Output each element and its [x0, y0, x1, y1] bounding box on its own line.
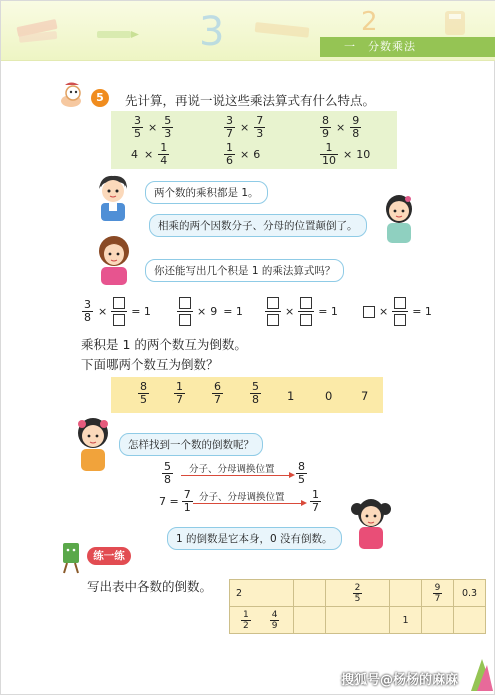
candidate-fraction: $\frac{5}{8}$ [252, 380, 259, 406]
page-number: 11 [453, 665, 465, 675]
fill-blank-equation-2: × 9 = 1 [177, 297, 247, 326]
table-cell-empty[interactable] [454, 607, 486, 634]
expression-5: $\frac{1}{6}$ × 6 [226, 141, 261, 167]
girl-character-icon [381, 191, 417, 243]
table-cell-empty[interactable] [294, 607, 326, 634]
table-cell: $\frac{9}{7}$ [422, 580, 454, 607]
expression-3: $\frac{8}{9}$ × $\frac{9}{8}$ [322, 114, 360, 140]
blank-fraction[interactable] [265, 297, 281, 326]
page-corner-icon [471, 651, 493, 691]
example-prompt: 先计算，再说一说这些乘法算式有什么特点。 [125, 93, 376, 108]
fill-blank-equation-3: × = 1 [265, 297, 342, 326]
blank-box[interactable] [363, 306, 375, 318]
expression-4: 4 × $\frac{1}{4}$ [131, 141, 168, 167]
teacher-character-icon [95, 233, 133, 285]
candidate-whole: 0 [325, 389, 333, 403]
deco-digit-three: 3 [199, 9, 225, 55]
table-row [230, 607, 486, 634]
watermark: 搜狐号@杨杨的麻麻 [341, 673, 459, 688]
expression-6: $\frac{1}{10}$ × 10 [322, 141, 371, 167]
expressions-box [111, 111, 397, 169]
reciprocal-question: 下面哪两个数互为倒数？ [81, 357, 219, 372]
calculator-icon [443, 9, 469, 37]
section-title-tab: 一 分数乘法 [320, 37, 495, 57]
candidate-whole: 1 [287, 389, 295, 403]
page-header [1, 1, 495, 61]
blank-fraction[interactable] [392, 297, 408, 326]
teacher-speech-bubble: 你还能写出几个积是 1 的乘法算式吗？ [145, 259, 344, 282]
transform-label-1: 分子、分母调换位置 [189, 464, 275, 475]
candidate-fraction: $\frac{8}{5}$ [140, 380, 147, 406]
transform-label-2: 分子、分母调换位置 [199, 492, 285, 503]
transform-from-1: $\frac{5}{8}$ [164, 460, 171, 486]
exercise-label: 练一练 [87, 547, 131, 565]
table-cell: 1 [390, 607, 422, 634]
blank-fraction[interactable] [111, 297, 127, 326]
candidate-whole: 7 [361, 389, 369, 403]
ruler-decoration-icon [253, 21, 313, 41]
arrow-right-icon [301, 500, 307, 506]
table-cell: $\frac{2}{5}$ [326, 580, 390, 607]
table-row [230, 580, 486, 607]
note-bubble: 1 的倒数是它本身，0 没有倒数。 [167, 527, 342, 550]
ruler-icon [15, 15, 61, 45]
girl-speech-bubble: 相乘的两个因数分子、分母的位置颠倒了。 [149, 214, 367, 237]
candidate-numbers-row [111, 377, 383, 413]
transform-arrow-2 [193, 503, 303, 504]
exercise-instruction: 写出表中各数的倒数。 [87, 579, 213, 594]
reciprocal-table [229, 579, 486, 634]
blank-fraction[interactable] [298, 297, 314, 326]
girl-pigtails-character-icon [351, 495, 391, 551]
transform-arrow-1 [181, 475, 291, 476]
table-cell: 2 [230, 580, 294, 607]
table-cell: $\frac{1}{2}$ $\frac{4}{9}$ [230, 607, 294, 634]
fill-blank-equation-4: × = 1 [363, 297, 436, 326]
expression-2: $\frac{3}{7}$ × $\frac{7}{3}$ [226, 114, 264, 140]
girl-question-bubble: 怎样找到一个数的倒数呢？ [119, 433, 263, 456]
transform-to-1: $\frac{8}{5}$ [298, 460, 305, 486]
girl-thinking-character-icon [73, 415, 113, 473]
chalkboard-character-icon [61, 541, 83, 575]
table-cell: 0.3 [454, 580, 486, 607]
fill-blank-equation-1: $\frac{3}{8}$ × = 1 [84, 298, 151, 324]
transform-from-2: 7 = $\frac{7}{1}$ [159, 488, 191, 514]
blank-fraction[interactable] [177, 297, 193, 326]
expression-1: $\frac{3}{5}$ × $\frac{5}{3}$ [134, 114, 172, 140]
example-number-badge: 5 [91, 89, 109, 107]
deco-digit-two: 2 [361, 7, 378, 37]
pencil-icon [95, 27, 141, 43]
table-cell-empty[interactable] [326, 607, 390, 634]
table-cell-empty[interactable] [422, 607, 454, 634]
reciprocal-definition: 乘积是 1 的两个数互为倒数。 [81, 337, 247, 352]
candidate-fraction: $\frac{1}{7}$ [176, 380, 183, 406]
magnifier-mascot-icon [59, 81, 89, 109]
boy-speech-bubble: 两个数的乘积都是 1。 [145, 181, 268, 204]
table-cell-empty[interactable] [390, 580, 422, 607]
candidate-fraction: $\frac{6}{7}$ [214, 380, 221, 406]
transform-to-2: $\frac{1}{7}$ [312, 488, 319, 514]
table-cell-empty[interactable] [294, 580, 326, 607]
boy-character-icon [95, 173, 131, 221]
